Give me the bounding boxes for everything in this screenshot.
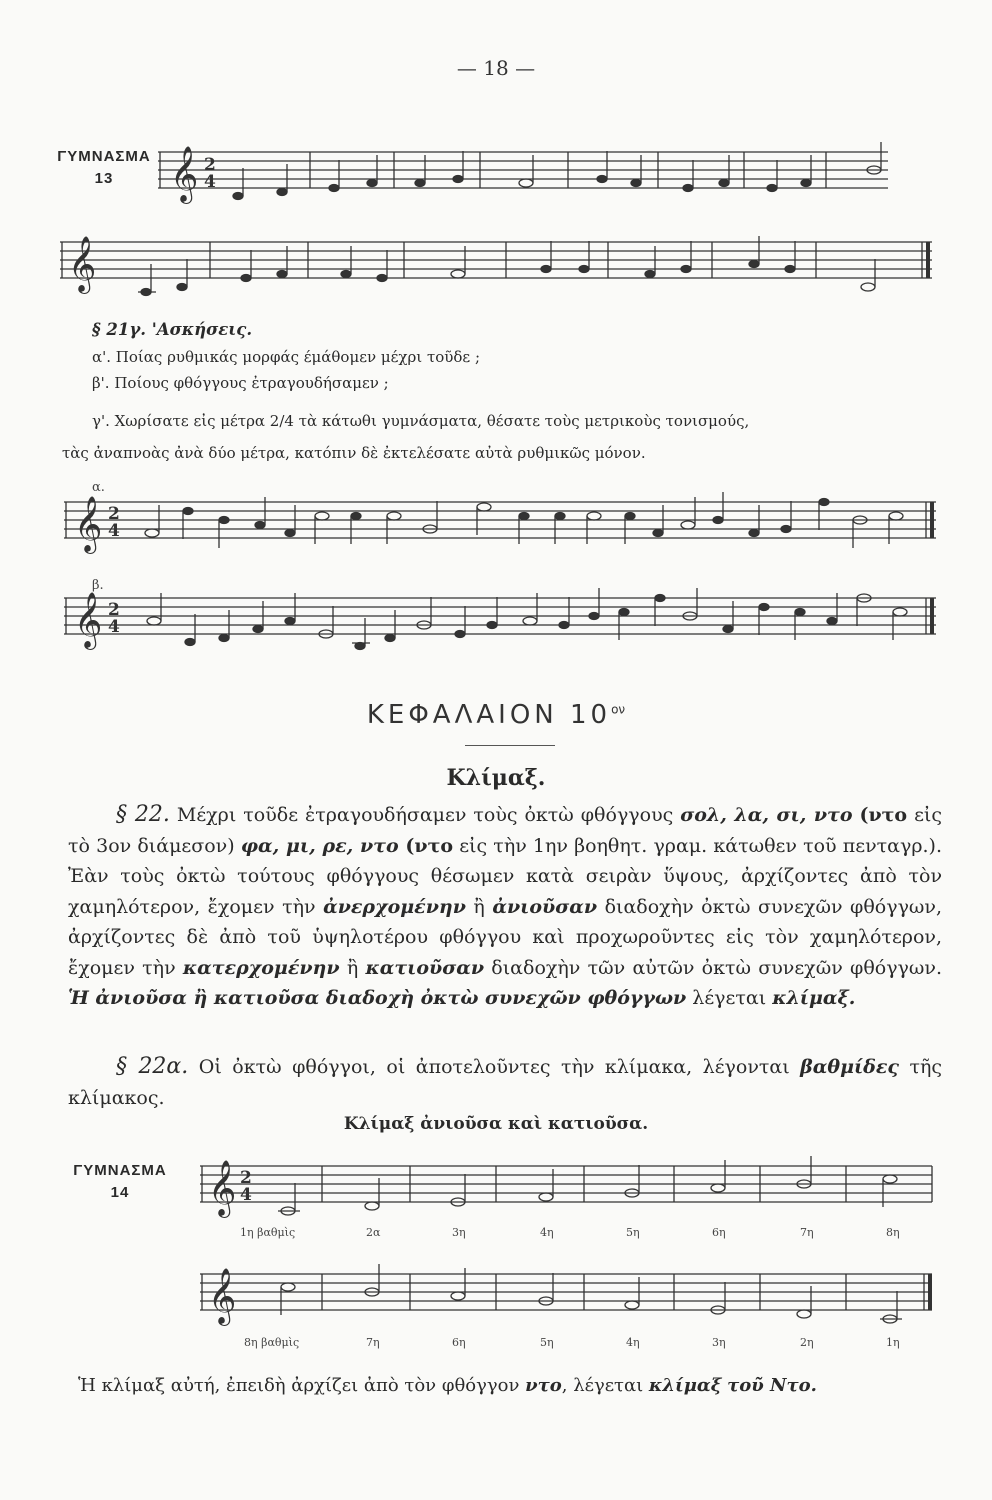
staff-svg (60, 228, 940, 308)
question-b: β'. Ποίους φθόγγους ἐτραγουδήσαμεν ; (92, 374, 389, 392)
degree-label: 5η (626, 1226, 640, 1239)
degree-label: 8η βαθμὶς (244, 1336, 300, 1349)
question-c-continued: τὰς ἀναπνοὰς ἀνὰ δύο μέτρα, κατόπιν δὲ ἐκτελέσατε αὐτὰ ρυθμικῶς μόνον. (62, 444, 646, 462)
text-run: ἢ (339, 956, 366, 979)
svg-text:𝄞: 𝄞 (74, 496, 103, 552)
svg-text:4: 4 (204, 172, 216, 192)
bold-run: ντο (525, 1375, 562, 1396)
page-number: — 18 — (456, 56, 536, 80)
exercise-13-label (44, 146, 164, 190)
text-run: εἰς τὸ 3ον διάμεσον) (68, 804, 943, 857)
staff-svg (200, 1148, 940, 1220)
exercise-label-number: 13 (94, 170, 114, 187)
staff-svg (200, 1256, 940, 1328)
music-staff-exercise-b (64, 586, 944, 664)
section-22a-paragraph (68, 1052, 942, 1113)
degree-label: 1η βαθμὶς (240, 1226, 296, 1239)
degree-label: 4η (540, 1226, 554, 1239)
bold-run: σολ, λα, σι, ντο (680, 804, 853, 826)
bold-run: βαθμίδες (800, 1056, 899, 1078)
bold-run: κλίμαξ (648, 1375, 722, 1396)
music-staff-ascending-scale (200, 1148, 940, 1220)
degree-label: 8η (886, 1226, 900, 1239)
text-run: διαδοχὴν ὀκτὼ συνεχῶν φθόγγων, ἀρχίζοντες δὲ ἀπὸ τοῦ ὑψηλοτέρου φθόγγου καὶ προχωροῦντες εἰς τὸν χαμηλότερον, ἔχομεν τὴν (68, 895, 943, 979)
chapter-title-suffix: ον (611, 702, 626, 717)
section-22a-number: § 22α. (116, 1054, 189, 1079)
notes-exercise-b (147, 588, 907, 650)
bold-run: κατερχομένην (182, 956, 340, 979)
music-staff-exercise-a (64, 490, 944, 560)
svg-text:2: 2 (108, 600, 120, 620)
text-run: Μέχρι τοῦδε ἐτραγουδήσαμεν τοὺς ὀκτὼ φθόγγους (169, 804, 681, 826)
degree-label: 2α (366, 1226, 381, 1239)
svg-text:𝄞: 𝄞 (208, 1268, 237, 1324)
question-c: γ'. Χωρίσατε εἰς μέτρα 2/4 τὰ κάτωθι γυμνάσματα, θέσατε τοὺς μετρικοὺς τονισμούς, (92, 412, 750, 430)
exercise-label-number: 14 (110, 1184, 130, 1201)
text-run: διαδοχὴν τῶν αὐτῶν ὀκτὼ συνεχῶν φθόγγων. (484, 956, 942, 979)
bold-run: κατιοῦσαν (365, 956, 485, 979)
divider (465, 745, 555, 746)
bold-run: ἀνιοῦσαν (492, 895, 598, 918)
degree-label: 3η (712, 1336, 726, 1349)
staff-svg (64, 490, 944, 560)
music-staff-13b (60, 228, 940, 308)
bold-run: τοῦ Ντο. (727, 1375, 817, 1396)
chapter-title-text: ΚΕΦΑΛΑΙΟΝ 10 (366, 700, 612, 730)
section-heading: Κλίμαξ. (446, 765, 546, 791)
text-run: Οἱ ὀκτὼ φθόγγοι, οἱ ἀποτελοῦντες τὴν κλίμακα, λέγονται (188, 1056, 801, 1078)
scale-heading: Κλίμαξ ἀνιοῦσα καὶ κατιοῦσα. (343, 1114, 649, 1134)
text-run: εἰς τὴν 1ην βοηθητ. γραμ. κάτωθεν τοῦ πενταγρ.). Ἐὰν τοὺς ὀκτὼ τούτους φθόγγους θέσωμεν κατὰ σειρὰν ὕψους, ἀρχίζοντες ἀπὸ τὸν χαμηλότερον, ἔχομεν τὴν (68, 834, 942, 918)
degree-label: 5η (540, 1336, 554, 1349)
text-run: τῆς κλίμακος. (68, 1056, 943, 1109)
degree-label: 2η (800, 1336, 814, 1349)
section-22-paragraph (68, 800, 942, 1014)
svg-text:𝄞: 𝄞 (74, 592, 103, 648)
music-staff-13a (158, 140, 948, 210)
degree-label: 7η (800, 1226, 814, 1239)
exercise-a-label: α. (92, 480, 105, 495)
bold-run: κλίμαξ. (772, 987, 856, 1009)
degree-label: 1η (886, 1336, 900, 1349)
degree-label: 4η (626, 1336, 640, 1349)
staff-svg (158, 140, 948, 210)
question-a: α'. Ποίας ρυθμικάς μορφάς έμάθομεν μέχρι τοῦδε ; (92, 348, 481, 366)
text-run: , λέγεται (561, 1375, 649, 1396)
degree-label: 6η (452, 1336, 466, 1349)
exercise-label-word: ΓΥΜΝΑΣΜΑ (73, 1162, 167, 1179)
text-run: λέγεται (686, 987, 773, 1009)
svg-text:𝄞: 𝄞 (68, 236, 97, 292)
svg-text:4: 4 (108, 521, 120, 541)
text-run: ἢ (465, 895, 493, 918)
chapter-title (0, 700, 992, 730)
svg-text:4: 4 (240, 1185, 252, 1205)
music-staff-descending-scale (200, 1256, 940, 1328)
svg-text:4: 4 (108, 617, 120, 637)
bold-run: (ντο (398, 834, 454, 857)
notes-ascending (278, 1156, 897, 1215)
degree-label: 7η (366, 1336, 380, 1349)
degree-label: 6η (712, 1226, 726, 1239)
section-22-number: § 22. (116, 802, 170, 827)
section-21g-title: § 21γ. 'Ασκήσεις. (92, 320, 253, 339)
svg-text:𝄞: 𝄞 (170, 146, 199, 202)
staff-svg (64, 586, 944, 664)
degree-label: 3η (452, 1226, 466, 1239)
svg-text:2: 2 (108, 504, 120, 524)
bold-run: Ἡ ἀνιοῦσα ἢ κατιοῦσα διαδοχὴ ὀκτὼ συνεχῶν φθόγγων (68, 987, 687, 1009)
svg-text:2: 2 (204, 155, 216, 175)
bold-run: (ντο (859, 804, 908, 826)
exercise-label-word: ΓΥΜΝΑΣΜΑ (57, 148, 151, 165)
exercise-b-label: β. (92, 578, 104, 593)
bold-run: ἀνερχομένην (323, 895, 466, 918)
exercise-14-label (60, 1160, 180, 1204)
closing-sentence (78, 1372, 958, 1400)
text-run: Ἡ κλίμαξ αὐτή, ἐπειδὴ ἀρχίζει ἀπὸ τὸν φθόγγον (78, 1375, 526, 1396)
svg-text:𝄞: 𝄞 (208, 1160, 237, 1216)
notes-13a (233, 142, 881, 200)
notes-descending (281, 1264, 902, 1323)
bold-run: φα, μι, ρε, ντο (240, 834, 399, 857)
svg-text:2: 2 (240, 1168, 252, 1188)
